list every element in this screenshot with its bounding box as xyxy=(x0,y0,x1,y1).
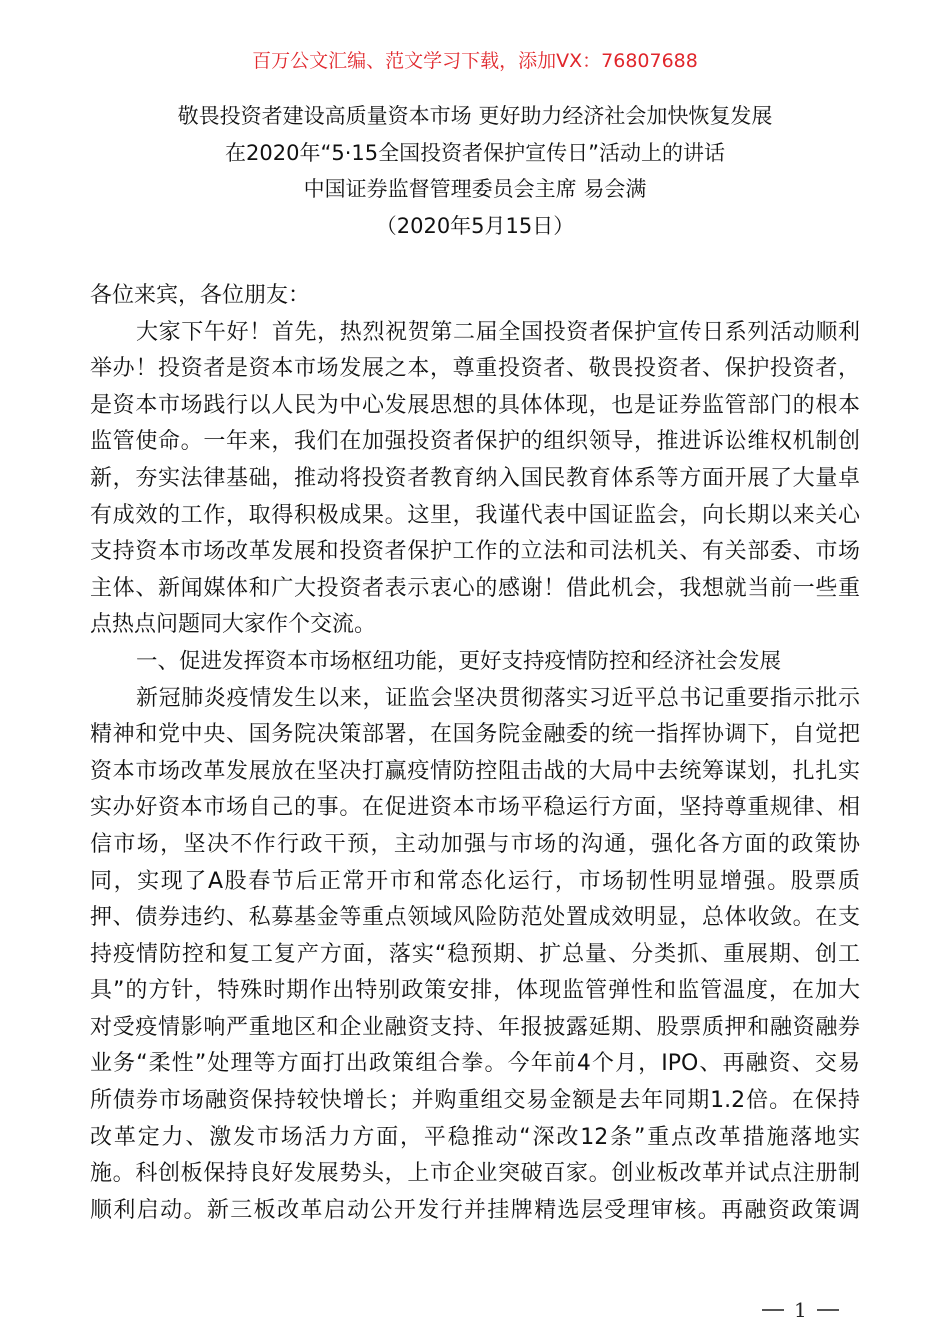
body-line: 改革定力、激发市场活力方面，平稳推动“深改12条”重点改革措施落地实 xyxy=(90,1124,860,1150)
body-line: 押、债券违约、私募基金等重点领域风险防范处置成效明显，总体收敛。在支 xyxy=(90,905,860,931)
body-line: 具”的方针，特殊时期作出特别政策安排，体现监管弹性和监管温度，在加大 xyxy=(90,978,860,1004)
body-line: 顺利启动。新三板改革启动公开发行并挂牌精选层受理审核。再融资政策调 xyxy=(90,1197,860,1223)
body-line: 同，实现了A股春节后正常开市和常态化运行，市场韧性明显增强。股票质 xyxy=(90,868,860,894)
salutation: 各位来宾，各位朋友： xyxy=(90,283,311,308)
body-line: 实办好资本市场自己的事。在促进资本市场平稳运行方面，坚持尊重规律、相 xyxy=(90,795,860,821)
body-line: 所债券市场融资保持较快增长；并购重组交易金额是去年同期1.2倍。在保持 xyxy=(90,1088,860,1114)
page-number-dash-left xyxy=(762,1309,784,1311)
body-line: 业务“柔性”处理等方面打出政策组合拳。今年前4个月，IPO、再融资、交易 xyxy=(90,1051,860,1077)
body-line: 施。科创板保持良好发展势头，上市企业突破百家。创业板改革并试点注册制 xyxy=(90,1161,860,1187)
body-line: 点热点问题同大家作个交流。 xyxy=(90,612,377,638)
body-line: 是资本市场践行以人民为中心发展思想的具体体现，也是证券监管部门的根本 xyxy=(90,392,860,418)
body-line: 支持资本市场改革发展和投资者保护工作的立法和司法机关、有关部委、市场 xyxy=(90,539,860,565)
body-line: 对受疫情影响严重地区和企业融资支持、年报披露延期、股票质押和融资融券 xyxy=(90,1014,860,1040)
speech-subtitle: 在2020年“5·15全国投资者保护宣传日”活动上的讲话 xyxy=(225,140,725,165)
body-line: 有成效的工作，取得积极成果。这里，我谨代表中国证监会，向长期以来关心 xyxy=(90,502,860,528)
speaker-line: 中国证券监督管理委员会主席 易会满 xyxy=(303,177,647,201)
page-number-value: 1 xyxy=(794,1298,807,1322)
page-number-dash-right xyxy=(817,1309,839,1311)
speech-title: 敬畏投资者建设高质量资本市场 更好助力经济社会加快恢复发展 xyxy=(177,104,773,128)
speech-date: （2020年5月15日） xyxy=(375,213,575,238)
section-heading: 一、促进发挥资本市场枢纽功能，更好支持疫情防控和经济社会发展 xyxy=(136,648,782,674)
body-line: 持疫情防控和复工复产方面，落实“稳预期、扩总量、分类抓、重展期、创工 xyxy=(90,941,860,967)
document-body xyxy=(90,278,860,1229)
body-line: 信市场，坚决不作行政干预，主动加强与市场的沟通，强化各方面的政策协 xyxy=(90,831,860,857)
body-line: 大家下午好！首先，热烈祝贺第二届全国投资者保护宣传日系列活动顺利 xyxy=(136,319,860,345)
body-line: 主体、新闻媒体和广大投资者表示衷心的感谢！借此机会，我想就当前一些重 xyxy=(90,575,860,601)
document-title-block xyxy=(0,98,950,244)
watermark-banner: 百万公文汇编、范文学习下载，添加VX：76807688 xyxy=(252,50,698,72)
body-line: 新，夯实法律基础，推动将投资者教育纳入国民教育体系等方面开展了大量卓 xyxy=(90,465,860,491)
body-line: 监管使命。一年来，我们在加强投资者保护的组织领导，推进诉讼维权机制创 xyxy=(90,429,860,455)
body-line: 精神和党中央、国务院决策部署，在国务院金融委的统一指挥协调下，自觉把 xyxy=(90,722,860,748)
body-line: 新冠肺炎疫情发生以来，证监会坚决贯彻落实习近平总书记重要指示批示 xyxy=(136,685,860,711)
body-line: 举办！投资者是资本市场发展之本，尊重投资者、敬畏投资者、保护投资者， xyxy=(90,356,860,382)
page-number xyxy=(762,1298,839,1322)
body-line: 资本市场改革发展放在坚决打赢疫情防控阻击战的大局中去统筹谋划，扎扎实 xyxy=(90,758,860,784)
